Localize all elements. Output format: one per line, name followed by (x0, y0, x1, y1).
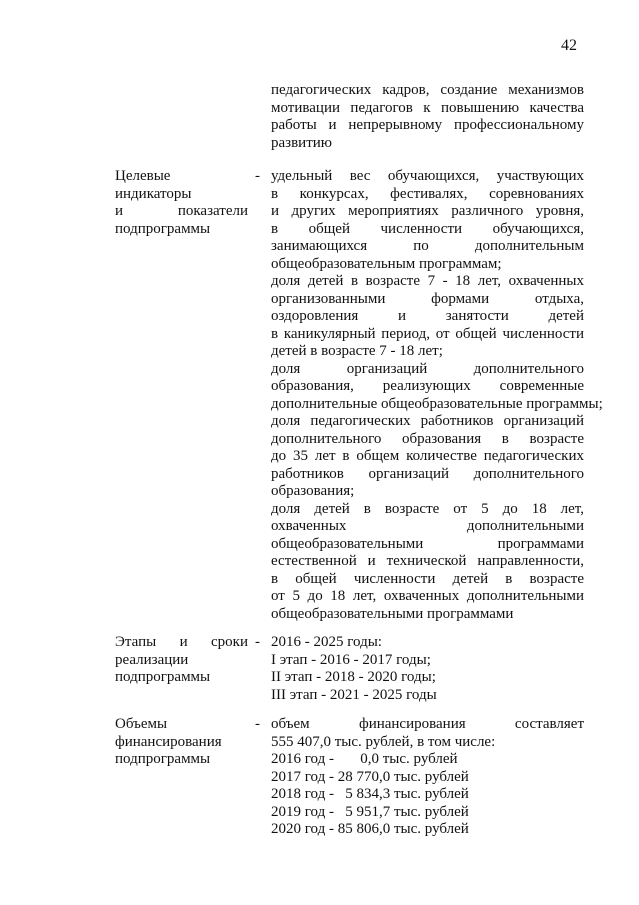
label-line: Объемы (115, 716, 168, 732)
text-line: охваченных дополнительными (271, 518, 584, 534)
text-line: в общей численности обучающихся, (271, 220, 584, 237)
text-line: 555 407,0 тыс. рублей, в том числе: (271, 733, 496, 750)
text-line: и других мероприятиях различного уровня, (271, 203, 584, 219)
stages-label (115, 634, 248, 687)
text-line: II этап - 2018 - 2020 годы; (271, 669, 436, 685)
text-line: работы и непрерывному профессиональному (271, 117, 584, 133)
text-line: I этап - 2016 - 2017 годы; (271, 651, 431, 668)
text-line: мотивации педагогов к повышению качества (271, 99, 584, 116)
label-line: Целевые (115, 168, 171, 184)
indicators-label (115, 168, 248, 238)
label-line: реализации (115, 651, 189, 668)
financing-year-line: 2018 год - 5 834,3 тыс. рублей (271, 786, 469, 802)
label-line: и показатели (115, 203, 248, 219)
financing-label (115, 716, 248, 769)
text-line: доля детей в возрасте 7 - 18 лет, охваченных (271, 273, 584, 289)
text-line: доля организаций дополнительного (271, 360, 584, 377)
text-line: образования, реализующих современные (271, 378, 584, 394)
text-line: дополнительные общеобразовательные программы; (271, 395, 603, 412)
dash-separator: - (255, 634, 260, 650)
stages-text (271, 634, 584, 704)
text-line: доля педагогических работников организаций (271, 413, 584, 429)
text-line: в каникулярный период, от общей численности (271, 325, 584, 342)
text-line: работников организаций дополнительного (271, 465, 584, 482)
text-line: в общей численности детей в возрасте (271, 570, 584, 587)
text-line: 2016 - 2025 годы: (271, 634, 382, 650)
text-line: образования; (271, 483, 355, 499)
financing-year-line: 2016 год - 0,0 тыс. рублей (271, 751, 458, 767)
text-line: до 35 лет в общем количестве педагогических (271, 448, 584, 464)
text-line: удельный вес обучающихся, участвующих (271, 168, 584, 184)
text-line: дополнительного образования в возрасте (271, 430, 584, 447)
label-line: финансирования (115, 733, 222, 750)
label-line: индикаторы (115, 185, 192, 202)
label-line: Этапы и сроки (115, 634, 248, 650)
label-line: подпрограммы (115, 669, 211, 685)
label-line: подпрограммы (115, 220, 211, 237)
intro-text (271, 82, 584, 152)
financing-year-line: 2020 год - 85 806,0 тыс. рублей (271, 821, 469, 837)
text-line: педагогических кадров, создание механизмов (271, 82, 584, 98)
text-line: организованными формами отдыха, (271, 290, 584, 307)
indicators-text (271, 168, 603, 623)
dash-separator: - (255, 716, 260, 732)
text-line: в конкурсах, фестивалях, соревнованиях (271, 185, 584, 202)
text-line: объем финансирования составляет (271, 716, 584, 732)
text-line: естественной и технической направленности, (271, 553, 584, 569)
text-line: III этап - 2021 - 2025 годы (271, 686, 437, 703)
text-line: занимающихся по дополнительным (271, 238, 584, 254)
text-line: развитию (271, 134, 332, 151)
text-line: общеобразовательными программами (271, 535, 584, 552)
financing-year-line: 2019 год - 5 951,7 тыс. рублей (271, 803, 469, 820)
label-line: подпрограммы (115, 751, 211, 767)
text-line: оздоровления и занятости детей (271, 308, 584, 324)
text-line: общеобразовательным программам; (271, 255, 502, 272)
dash-separator: - (255, 168, 260, 184)
text-line: общеобразовательными программами (271, 605, 514, 622)
financing-year-line: 2017 год - 28 770,0 тыс. рублей (271, 768, 469, 785)
text-line: детей в возрасте 7 - 18 лет; (271, 343, 443, 359)
page-number: 42 (561, 37, 577, 54)
text-line: доля детей в возрасте от 5 до 18 лет, (271, 500, 584, 517)
financing-text (271, 716, 584, 839)
text-line: от 5 до 18 лет, охваченных дополнительными (271, 588, 584, 604)
